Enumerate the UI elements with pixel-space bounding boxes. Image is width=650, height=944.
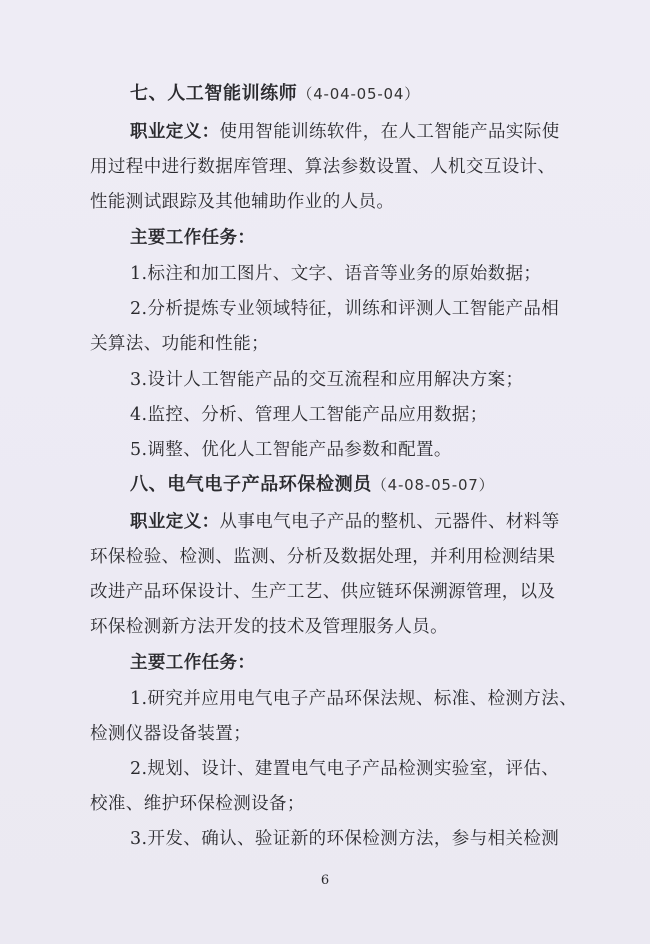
- section-7-title: 七、人工智能训练师: [130, 83, 298, 104]
- section-8-definition-line-1: [130, 510, 600, 534]
- section-8-task-3: 3.开发、确认、验证新的环保检测方法，参与相关检测: [130, 829, 560, 849]
- section-7-tasks-label: 主要工作任务：: [130, 228, 256, 248]
- section-7-definition-line-3: 性能测试跟踪及其他辅助作业的人员。: [90, 192, 395, 212]
- section-8-task-2-cont: 校准、维护环保检测设备；: [90, 794, 305, 814]
- section-7-task-5: 5.调整、优化人工智能产品参数和配置。: [130, 440, 452, 460]
- section-8-task-1-cont: 检测仪器设备装置；: [90, 724, 252, 744]
- section-8-definition-text: 从事电气电子产品的整机、元器件、材料等: [219, 512, 560, 532]
- section-7-code: （4-04-05-04）: [297, 85, 421, 103]
- section-7-task-2-cont: 关算法、功能和性能；: [90, 334, 269, 354]
- section-8-task-2: 2.规划、设计、建置电气电子产品检测实验室，评估、: [130, 759, 560, 779]
- section-7-task-4: 4.监控、分析、管理人工智能产品应用数据；: [130, 405, 488, 425]
- section-8-definition-label: 职业定义：: [130, 512, 220, 532]
- section-8-code: （4-08-05-07）: [371, 476, 495, 494]
- section-8-task-1: 1.研究并应用电气电子产品环保法规、标准、检测方法、: [130, 689, 578, 709]
- section-7-definition-text: 使用智能训练软件，在人工智能产品实际使: [219, 122, 560, 142]
- section-8-definition-line-4: 环保检测新方法开发的技术及管理服务人员。: [90, 617, 448, 637]
- section-8-definition-line-2: 环保检验、检测、监测、分析及数据处理，并利用检测结果: [90, 547, 556, 567]
- page-number: 6: [320, 873, 330, 888]
- section-8-definition-line-3: 改进产品环保设计、生产工艺、供应链环保溯源管理，以及: [90, 582, 556, 602]
- section-7-definition-line-1: [130, 120, 600, 144]
- section-7-task-3: 3.设计人工智能产品的交互流程和应用解决方案；: [130, 370, 524, 390]
- section-8-tasks-label: 主要工作任务：: [130, 653, 256, 673]
- section-7-task-2: 2.分析提炼专业领域特征，训练和评测人工智能产品相: [130, 299, 560, 319]
- section-7-definition-line-2: 用过程中进行数据库管理、算法参数设置、人机交互设计、: [90, 157, 556, 177]
- section-7-task-1: 1.标注和加工图片、文字、语音等业务的原始数据；: [130, 264, 542, 284]
- section-8-heading: [130, 473, 600, 497]
- section-7-definition-label: 职业定义：: [130, 122, 220, 142]
- section-8-title: 八、电气电子产品环保检测员: [130, 474, 372, 495]
- section-7-heading: [130, 82, 600, 106]
